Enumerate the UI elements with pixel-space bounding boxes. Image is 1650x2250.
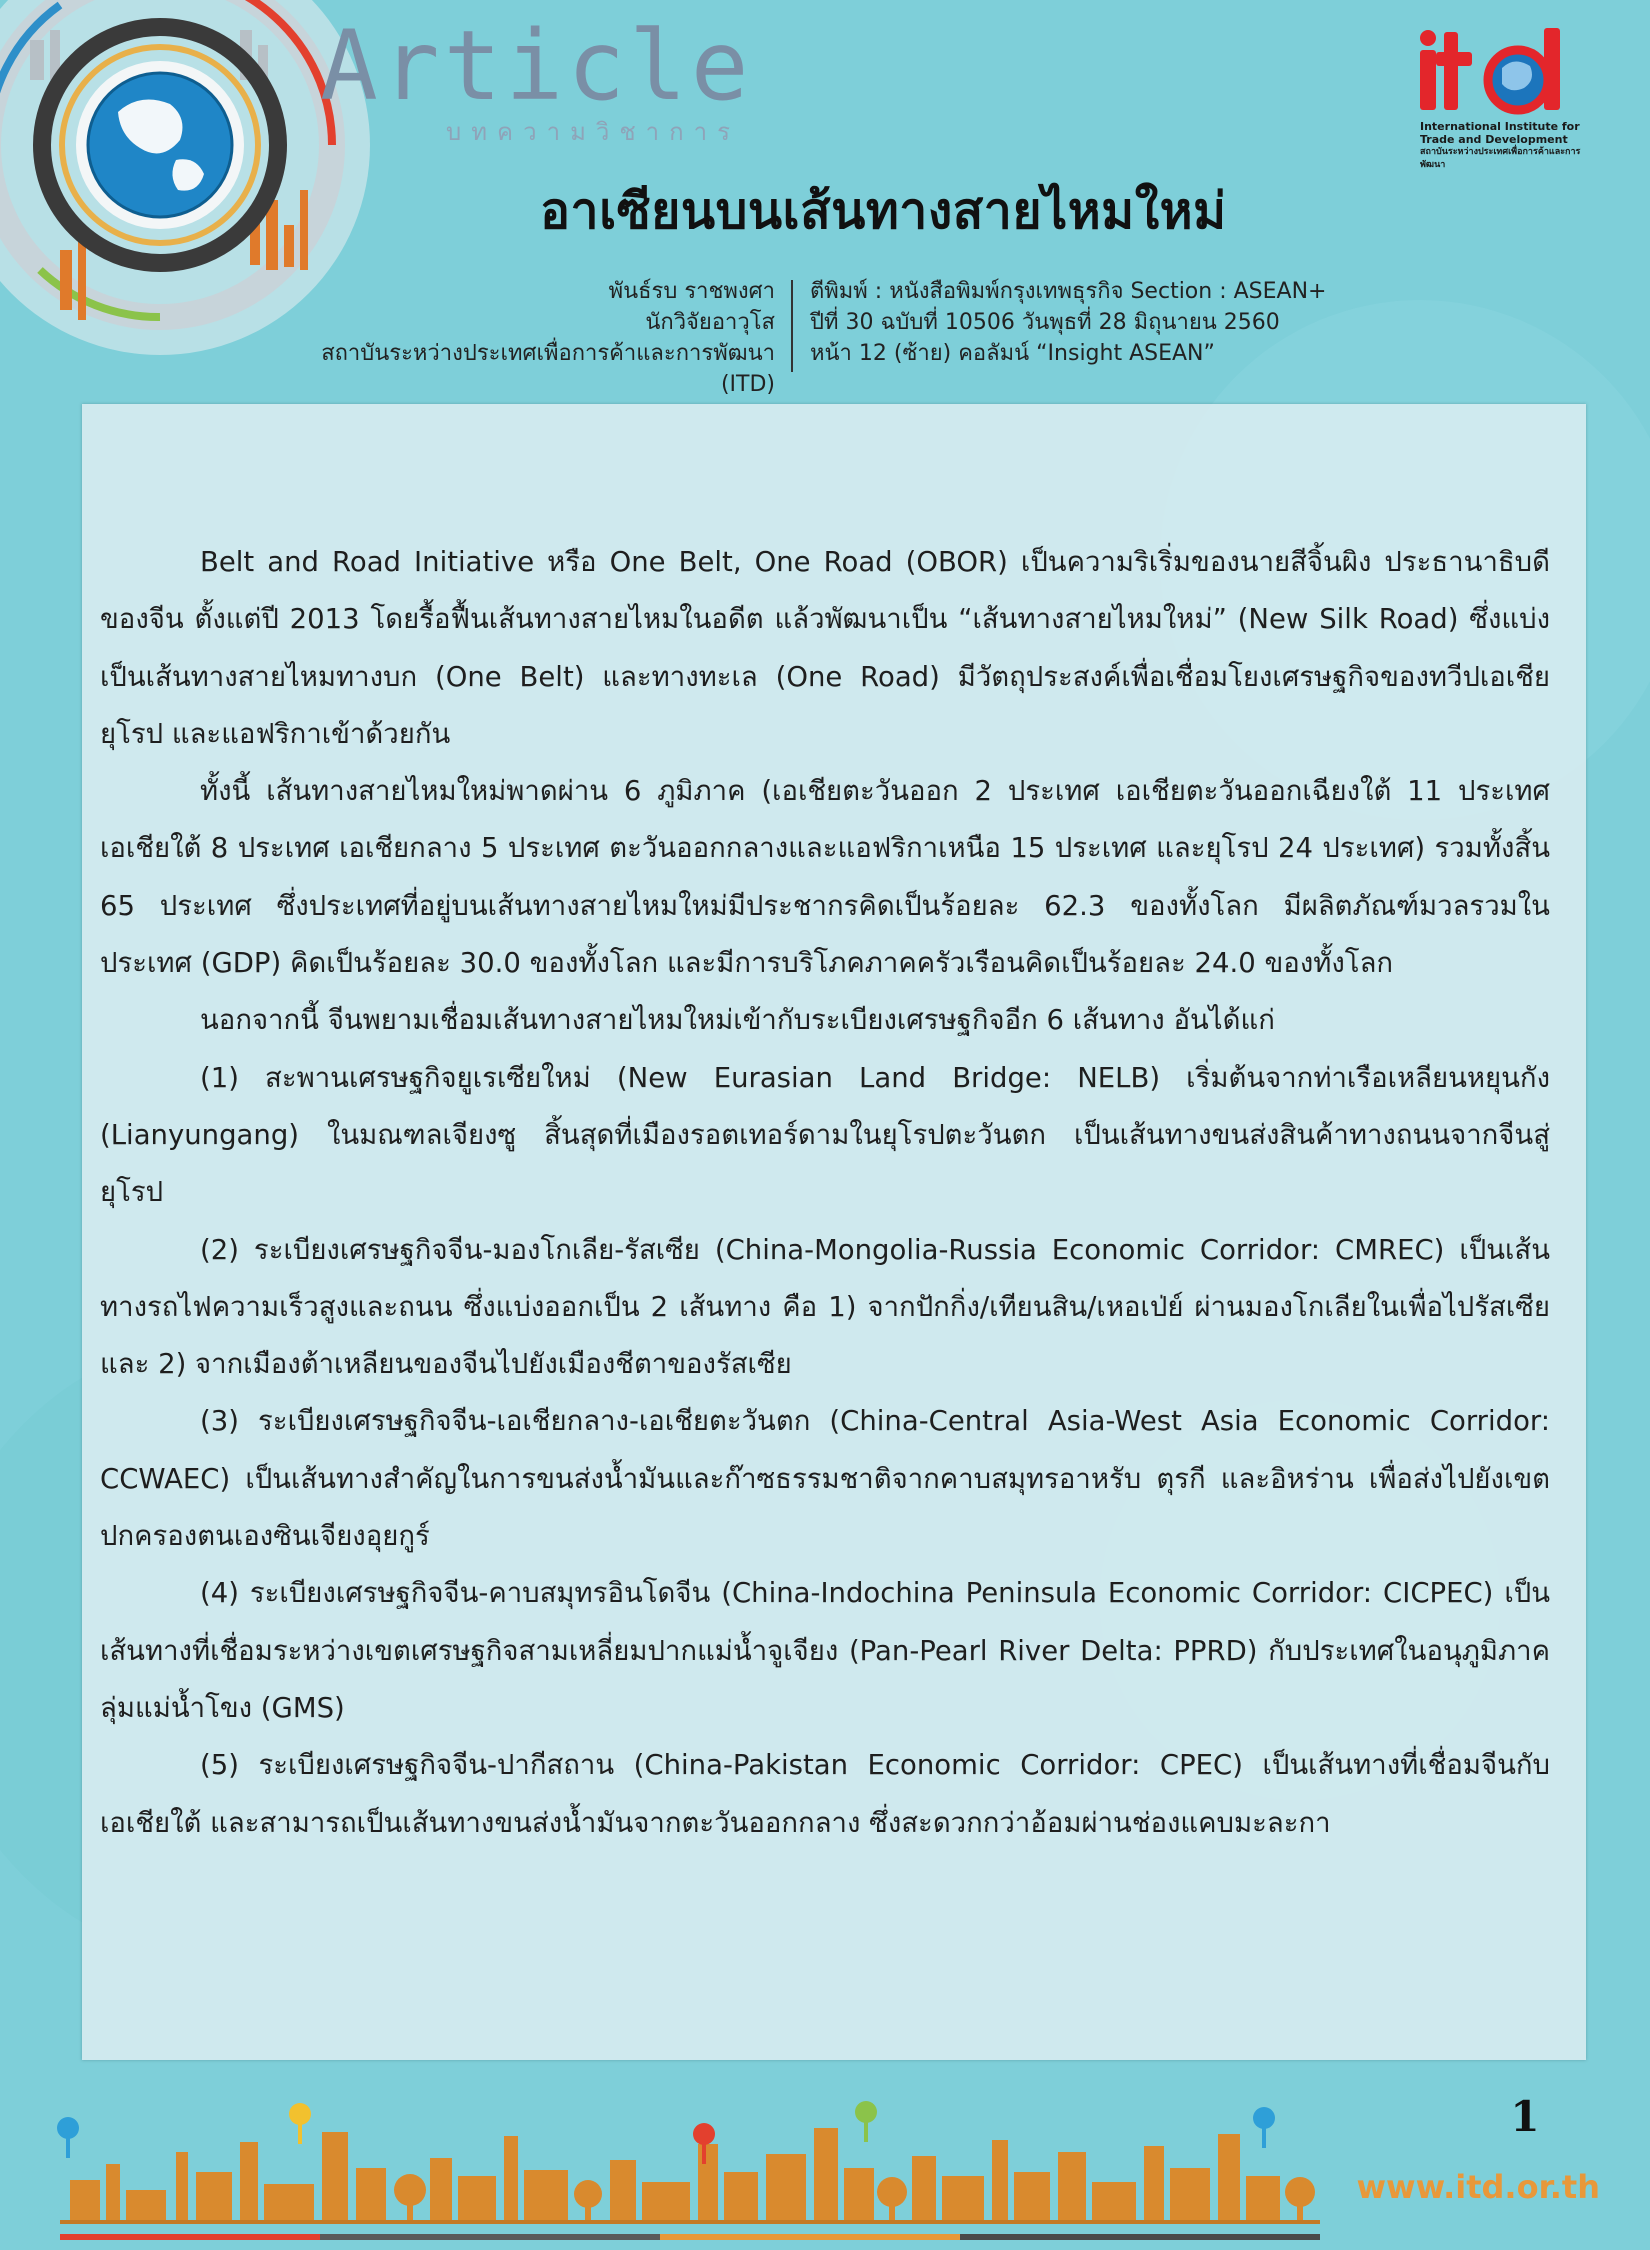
website-link[interactable]: www.itd.or.th <box>1356 2168 1600 2206</box>
publication-line: ปีที่ 30 ฉบับที่ 10506 วันพุธที่ 28 มิถุนายน 2560 <box>810 310 1280 335</box>
paragraph: (4) ระเบียงเศรษฐกิจจีน-คาบสมุทรอินโดจีน (China-Indochina Peninsula Economic Corridor: CICPEC) เป็นเส้นทางที่เชื่อมระหว่างเขตเศรษฐกิจสามเหลี่ยมปากแม่น้ำจูเจียง (Pan-Pearl River Delta: PPRD) กับประเทศในอนุภูมิภาคลุ่มแม่น้ำโขง (GMS) <box>100 1577 1550 1724</box>
itd-logo-caption <box>1420 120 1590 172</box>
footer-skyline <box>0 2072 1650 2250</box>
paragraph: Belt and Road Initiative หรือ One Belt, One Road (OBOR) เป็นความริเริ่มของนายสีจิ้นผิง ประธานาธิบดีของจีน ตั้งแต่ปี 2013 โดยรื้อฟื้นเส้นทางสายไหมในอดีต แล้วพัฒนาเป็น “เส้นทางสายไหมใหม่” (New Silk Road) ซึ่งแบ่งเป็นเส้นทางสายไหมทางบก (One Belt) และทางทะเล (One Road) มีวัตถุประสงค์เพื่อเชื่อมโยงเศรษฐกิจของทวีปเอเชีย ยุโรป และแอฟริกาเข้าด้วยกัน <box>100 546 1550 750</box>
paragraph: (1) สะพานเศรษฐกิจยูเรเซียใหม่ (New Eurasian Land Bridge: NELB) เริ่มต้นจากท่าเรือเหลียนหยุนกัง (Lianyungang) ในมณฑลเจียงซู สิ้นสุดที่เมืองรอตเทอร์ดามในยุโรปตะวันตก เป็นเส้นทางขนส่งสินค้าทางถนนจากจีนสู่ยุโรป <box>100 1061 1550 1209</box>
paragraph: (2) ระเบียงเศรษฐกิจจีน-มองโกเลีย-รัสเซีย (China-Mongolia-Russia Economic Corridor: CMREC) เป็นเส้นทางรถไฟความเร็วสูงและถนน ซึ่งแบ่งออกเป็น 2 เส้นทาง คือ 1) จากปักกิ่ง/เทียนสิน/เหอเป่ย์ ผ่านมองโกเลียในเพื่อไปรัสเซีย และ 2) จากเมืองต้าเหลียนของจีนไปยังเมืองชีตาของรัสเซีย <box>100 1233 1550 1381</box>
author-organization: สถาบันระหว่างประเทศเพื่อการค้าและการพัฒนา (ITD) <box>321 341 775 397</box>
logo-caption-line: สถาบันระหว่างประเทศเพื่อการค้าและการพัฒนา <box>1420 147 1581 170</box>
byline-divider <box>791 280 793 372</box>
paragraph: (3) ระเบียงเศรษฐกิจจีน-เอเชียกลาง-เอเชียตะวันตก (China-Central Asia-West Asia Economic Corridor: CCWAEC) เป็นเส้นทางสำคัญในการขนส่งน้ำมันและก๊าซธรรมชาติจากคาบสมุทรอาหรับ ตุรกี และอิหร่าน เพื่อส่งไปยังเขตปกครองตนเองซินเจียงอุยกูร์ <box>100 1405 1550 1553</box>
publication-line: หน้า 12 (ซ้าย) คอลัมน์ “Insight ASEAN” <box>810 341 1215 366</box>
page-number: 1 <box>1510 2092 1540 2141</box>
logo-caption-line: Trade and Development <box>1420 133 1568 146</box>
banner-subtitle: บทความวิชาการ <box>446 118 741 146</box>
banner-word: Article <box>320 10 753 122</box>
logo-caption-line: International Institute for <box>1420 120 1580 133</box>
publication-line: ตีพิมพ์ : หนังสือพิมพ์กรุงเทพธุรกิจ Section : ASEAN+ <box>810 279 1327 304</box>
paragraph: นอกจากนี้ จีนพยามเชื่อมเส้นทางสายไหมใหม่เข้ากับระเบียงเศรษฐกิจอีก 6 เส้นทาง อันได้แก่ <box>200 1004 1275 1037</box>
page-title: อาเซียนบนเส้นทางสายไหมใหม่ <box>540 182 1227 240</box>
author-name: พันธ์รบ ราชพงศา <box>608 279 775 304</box>
article-body <box>100 534 1550 1852</box>
author-byline <box>300 276 775 400</box>
author-role: นักวิจัยอาวุโส <box>645 310 775 335</box>
paragraph: ทั้งนี้ เส้นทางสายไหมใหม่พาดผ่าน 6 ภูมิภาค (เอเชียตะวันออก 2 ประเทศ เอเชียตะวันออกเฉียงใต้ 11 ประเทศ เอเชียใต้ 8 ประเทศ เอเชียกลาง 5 ประเทศ ตะวันออกกลางและแอฟริกาเหนือ 15 ประเทศ และยุโรป 24 ประเทศ) รวมทั้งสิ้น 65 ประเทศ ซึ่งประเทศที่อยู่บนเส้นทางสายไหมใหม่มีประชากรคิดเป็นร้อยละ 62.3 ของทั้งโลก มีผลิตภัณฑ์มวลรวมในประเทศ (GDP) คิดเป็นร้อยละ 30.0 ของทั้งโลก และมีการบริโภคภาคครัวเรือนคิดเป็นร้อยละ 24.0 ของทั้งโลก <box>100 775 1550 980</box>
publication-info <box>810 276 1470 369</box>
paragraph: (5) ระเบียงเศรษฐกิจจีน-ปากีสถาน (China-Pakistan Economic Corridor: CPEC) เป็นเส้นทางที่เชื่อมจีนกับเอเชียใต้ และสามารถเป็นเส้นทางขนส่งน้ำมันจากตะวันออกกลาง ซึ่งสะดวกกว่าอ้อมผ่านช่องแคบมะละกา <box>100 1749 1550 1839</box>
